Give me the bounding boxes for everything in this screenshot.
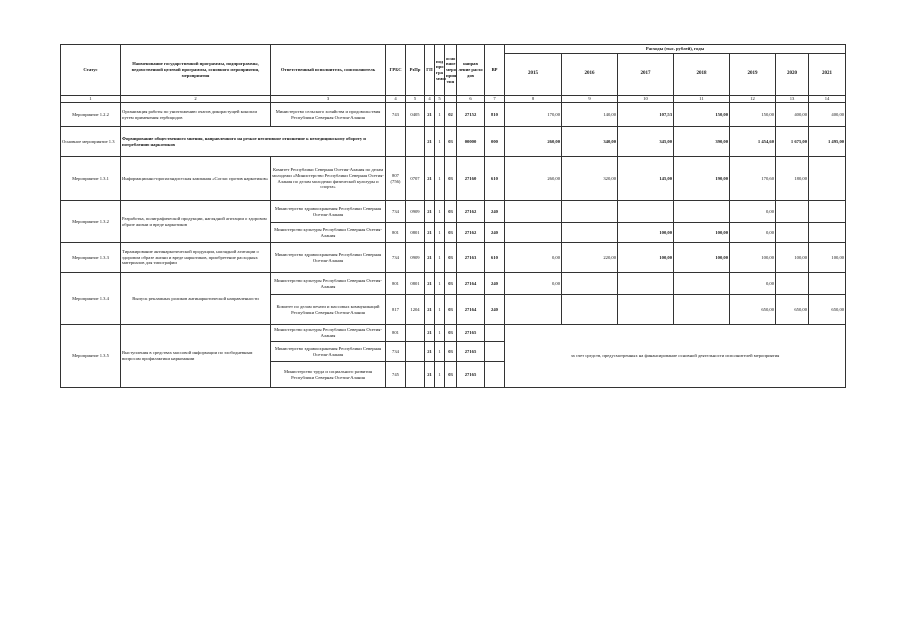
row-rzpr: 0909 xyxy=(406,201,425,223)
row-value xyxy=(618,201,674,223)
row-executor: Министерство здравоохранения Республики Северная Осетия-Алания xyxy=(271,201,386,223)
row-value: 260,00 xyxy=(505,127,562,157)
row-grbs: 734 xyxy=(386,243,406,273)
row-napr: 00000 xyxy=(457,127,485,157)
row-napr: 27165 xyxy=(457,342,485,362)
row-napr: 27162 xyxy=(457,201,485,223)
row-value xyxy=(505,295,562,325)
row-value: 1 675,00 xyxy=(776,127,809,157)
row-status: Мероприятие 1.3.3 xyxy=(61,243,121,273)
row-grbs: 801 xyxy=(386,273,406,295)
row-executor: Комитет по делам печати и массовых коммуникаций Республики Северная Осетия-Алания xyxy=(271,295,386,325)
row-om: 03 xyxy=(445,342,457,362)
row-vr xyxy=(485,362,505,388)
row-gp: 21 xyxy=(425,223,435,243)
row-om: 03 xyxy=(445,362,457,388)
row-grbs xyxy=(386,127,406,157)
row-value xyxy=(776,201,809,223)
header-year: 2015 xyxy=(505,54,562,96)
row-status: Мероприятие 1.3.1 xyxy=(61,157,121,201)
col-number: 11 xyxy=(674,96,730,103)
row-gp: 21 xyxy=(425,127,435,157)
row-gp: 21 xyxy=(425,243,435,273)
row-value: 390,00 xyxy=(674,127,730,157)
header-direction: направ ление расхо дов xyxy=(457,45,485,96)
row-value: 100,00 xyxy=(776,243,809,273)
row-value: 400,00 xyxy=(776,103,809,127)
row-gp: 21 xyxy=(425,342,435,362)
header-status: Статус xyxy=(61,45,121,96)
row-rzpr: 0801 xyxy=(406,273,425,295)
row-name: Разработка, полиграфической продукции, наглядной агитации о здоровом образе жизни и вреде наркотиков xyxy=(121,201,271,243)
row-name: Организация работы по уничтожению очагов дикорастущей конопли путем применения гербицидов xyxy=(121,103,271,127)
row-rzpr xyxy=(406,325,425,342)
col-number: 12 xyxy=(730,96,776,103)
row-vr: 610 xyxy=(485,243,505,273)
row-pp: 1 xyxy=(435,243,445,273)
row-value: 100,00 xyxy=(730,243,776,273)
row-value: 140,00 xyxy=(562,103,618,127)
row-value xyxy=(809,273,846,295)
row-pp: 1 xyxy=(435,325,445,342)
row-pp: 1 xyxy=(435,103,445,127)
row-pp: 1 xyxy=(435,362,445,388)
row-executor: Министерство сельского хозяйства и продовольствия Республики Северная Осетия-Алания xyxy=(271,103,386,127)
row-value: 100,00 xyxy=(618,243,674,273)
row-name: Выступления в средствах массовой информации по злободневным вопросам профилактики наркомании xyxy=(121,325,271,388)
row-value: 0,00 xyxy=(730,223,776,243)
row-value xyxy=(674,295,730,325)
row-value: 260,00 xyxy=(505,157,562,201)
row-pp: 1 xyxy=(435,342,445,362)
row-value: 100,00 xyxy=(674,243,730,273)
row-executor: Министерство культуры Республики Северная Осетия-Алания xyxy=(271,223,386,243)
row-rzpr xyxy=(406,362,425,388)
row-value xyxy=(618,295,674,325)
row-executor: Комитет Республики Северная Осетия-Алания по делам молодежи «Министерство Республики Северная Осетия-Алания по делам молодежи физической культуры и спорта» xyxy=(271,157,386,201)
row-vr xyxy=(485,342,505,362)
row-napr: 27164 xyxy=(457,273,485,295)
row-om: 02 xyxy=(445,103,457,127)
row-om: 03 xyxy=(445,243,457,273)
table-row xyxy=(61,325,846,342)
row-grbs: 801 xyxy=(386,223,406,243)
row-vr: 000 xyxy=(485,127,505,157)
row-gp: 21 xyxy=(425,325,435,342)
row-value: 100,00 xyxy=(674,223,730,243)
col-number: 4 xyxy=(386,96,406,103)
header-gp: ГП xyxy=(425,45,435,96)
row-executor: Министерство здравоохранения Республики Северная Осетия-Алания xyxy=(271,243,386,273)
row-vr: 240 xyxy=(485,295,505,325)
row-gp: 21 xyxy=(425,103,435,127)
row-om: 03 xyxy=(445,223,457,243)
col-number: 13 xyxy=(776,96,809,103)
col-number: 7 xyxy=(485,96,505,103)
row-napr: 27164 xyxy=(457,295,485,325)
row-napr: 27162 xyxy=(457,223,485,243)
row-value: 0,00 xyxy=(730,273,776,295)
row-value xyxy=(674,273,730,295)
row-value: 650,00 xyxy=(776,295,809,325)
row-value xyxy=(505,223,562,243)
row-om: 03 xyxy=(445,325,457,342)
row-value: 150,00 xyxy=(730,103,776,127)
row-napr: 27160 xyxy=(457,157,485,201)
header-name: Наименование государственной программы, подпрограммы, ведомственной целевой программы, основного мероприятия, мероприятия xyxy=(121,45,271,96)
row-gp: 21 xyxy=(425,201,435,223)
row-grbs: 734 xyxy=(386,201,406,223)
header-vr: ВР xyxy=(485,45,505,96)
row-status: Мероприятие 1.3.5 xyxy=(61,325,121,388)
table-row xyxy=(61,127,846,157)
row-value: 170,00 xyxy=(505,103,562,127)
row-grbs: 743 xyxy=(386,103,406,127)
row-grbs: 807 (756) xyxy=(386,157,406,201)
row-value xyxy=(809,223,846,243)
row-value xyxy=(776,273,809,295)
row-value: 150,00 xyxy=(674,103,730,127)
header-year: 2018 xyxy=(674,54,730,96)
row-value: 145,00 xyxy=(618,157,674,201)
row-pp: 1 xyxy=(435,295,445,325)
row-value xyxy=(562,295,618,325)
row-value xyxy=(809,201,846,223)
header-executor: Ответственный исполнитель, соисполнитель xyxy=(271,45,386,96)
row-value xyxy=(618,273,674,295)
row-value: 100,00 xyxy=(809,243,846,273)
row-funding-note: за счет средств, предусмотренных на финансирование основной деятельности исполнителей мероприятия xyxy=(505,325,846,388)
col-number: 5 xyxy=(435,96,445,103)
table-row xyxy=(61,201,846,223)
col-number: 6 xyxy=(457,96,485,103)
row-value: 100,00 xyxy=(618,223,674,243)
col-number xyxy=(445,96,457,103)
row-value: 400,00 xyxy=(809,103,846,127)
row-value: 0,00 xyxy=(505,243,562,273)
column-number-row xyxy=(61,96,846,103)
header-year: 2016 xyxy=(562,54,618,96)
col-number: 14 xyxy=(809,96,846,103)
header-subprogram: под про гра ммы xyxy=(435,45,445,96)
row-value xyxy=(674,201,730,223)
row-value: 170,60 xyxy=(730,157,776,201)
row-pp: 1 xyxy=(435,201,445,223)
row-rzpr: 0405 xyxy=(406,103,425,127)
row-napr: 27163 xyxy=(457,243,485,273)
header-year: 2017 xyxy=(618,54,674,96)
row-value: 320,00 xyxy=(562,157,618,201)
row-pp: 1 xyxy=(435,223,445,243)
row-vr xyxy=(485,325,505,342)
row-executor: Министерство культуры Республики Северная Осетия-Алания xyxy=(271,325,386,342)
row-value xyxy=(776,223,809,243)
row-executor: Министерство здравоохранения Республики Северная Осетия-Алания xyxy=(271,342,386,362)
row-value xyxy=(505,201,562,223)
col-number: 10 xyxy=(618,96,674,103)
row-grbs: 801 xyxy=(386,325,406,342)
row-napr: 27165 xyxy=(457,362,485,388)
row-value: 220,00 xyxy=(562,243,618,273)
row-rzpr xyxy=(406,127,425,157)
row-rzpr: 0707 xyxy=(406,157,425,201)
row-value xyxy=(562,223,618,243)
header-grbs: ГРБС xyxy=(386,45,406,96)
header-year: 2021 xyxy=(809,54,846,96)
header-main-event: осно вное меро прия тия xyxy=(445,45,457,96)
header-rzpr: РзПр xyxy=(406,45,425,96)
row-value: 1 495,00 xyxy=(809,127,846,157)
row-name: Тиражирование антинаркотической продукции, наглядной агитации о здоровом образе жизни и вреде наркотиков, приобретение расходных материалов для типографии xyxy=(121,243,271,273)
row-value: 650,00 xyxy=(809,295,846,325)
row-value xyxy=(809,157,846,201)
row-om: 03 xyxy=(445,201,457,223)
row-om: 03 xyxy=(445,157,457,201)
row-status: Мероприятие 1.3.2 xyxy=(61,201,121,243)
row-name: Информационно-пропагандистская кампания «Соглас против наркотиков» xyxy=(121,157,271,201)
row-gp: 21 xyxy=(425,295,435,325)
row-vr: 240 xyxy=(485,273,505,295)
row-grbs: 745 xyxy=(386,362,406,388)
row-status: Основное мероприятие 1.3 xyxy=(61,127,121,157)
budget-table xyxy=(60,44,846,388)
row-value xyxy=(562,201,618,223)
col-number: 8 xyxy=(505,96,562,103)
row-value: 650,00 xyxy=(730,295,776,325)
row-napr: 27165 xyxy=(457,325,485,342)
header-expenses: Расходы (тыс. рублей), годы xyxy=(505,45,846,54)
col-number: 1 xyxy=(61,96,121,103)
row-value: 340,00 xyxy=(562,127,618,157)
row-pp: 1 xyxy=(435,157,445,201)
row-value: 107,53 xyxy=(618,103,674,127)
row-value xyxy=(562,273,618,295)
row-value: 0,00 xyxy=(730,201,776,223)
budget-table-sheet xyxy=(60,44,845,388)
row-vr: 240 xyxy=(485,201,505,223)
col-number: 2 xyxy=(121,96,271,103)
row-value: 345,00 xyxy=(618,127,674,157)
row-gp: 21 xyxy=(425,273,435,295)
row-rzpr: 1204 xyxy=(406,295,425,325)
row-status: Мероприятие 1.3.4 xyxy=(61,273,121,325)
table-row xyxy=(61,103,846,127)
row-rzpr: 0801 xyxy=(406,223,425,243)
row-om: 03 xyxy=(445,273,457,295)
row-name: Формирование общественного мнения, направленного на резкое негативное отношение к немедицинскому обороту и потреблению наркотиков xyxy=(121,127,386,157)
row-status: Мероприятие 1.2.2 xyxy=(61,103,121,127)
row-pp: 1 xyxy=(435,273,445,295)
col-number: 4 xyxy=(425,96,435,103)
row-vr: 610 xyxy=(485,157,505,201)
row-vr: 810 xyxy=(485,103,505,127)
row-executor: Министерство труда и социального развития Республики Северная Осетия-Алания xyxy=(271,362,386,388)
row-value: 0,00 xyxy=(505,273,562,295)
row-napr: 27152 xyxy=(457,103,485,127)
row-gp: 21 xyxy=(425,157,435,201)
header-year: 2020 xyxy=(776,54,809,96)
table-row xyxy=(61,157,846,201)
row-om: 03 xyxy=(445,295,457,325)
row-rzpr xyxy=(406,342,425,362)
row-grbs: 734 xyxy=(386,342,406,362)
row-gp: 21 xyxy=(425,362,435,388)
row-value: 180,00 xyxy=(776,157,809,201)
row-value: 1 454,60 xyxy=(730,127,776,157)
table-row xyxy=(61,273,846,295)
row-value: 190,00 xyxy=(674,157,730,201)
col-number: 5 xyxy=(406,96,425,103)
header-year: 2019 xyxy=(730,54,776,96)
row-om: 03 xyxy=(445,127,457,157)
row-executor: Министерство культуры Республики Северная Осетия-Алания xyxy=(271,273,386,295)
row-pp: 1 xyxy=(435,127,445,157)
col-number: 9 xyxy=(562,96,618,103)
row-name: Выпуск рекламных роликов антинаркотической направленности xyxy=(121,273,271,325)
col-number: 3 xyxy=(271,96,386,103)
row-rzpr: 0909 xyxy=(406,243,425,273)
row-vr: 240 xyxy=(485,223,505,243)
table-row xyxy=(61,243,846,273)
row-grbs: 817 xyxy=(386,295,406,325)
